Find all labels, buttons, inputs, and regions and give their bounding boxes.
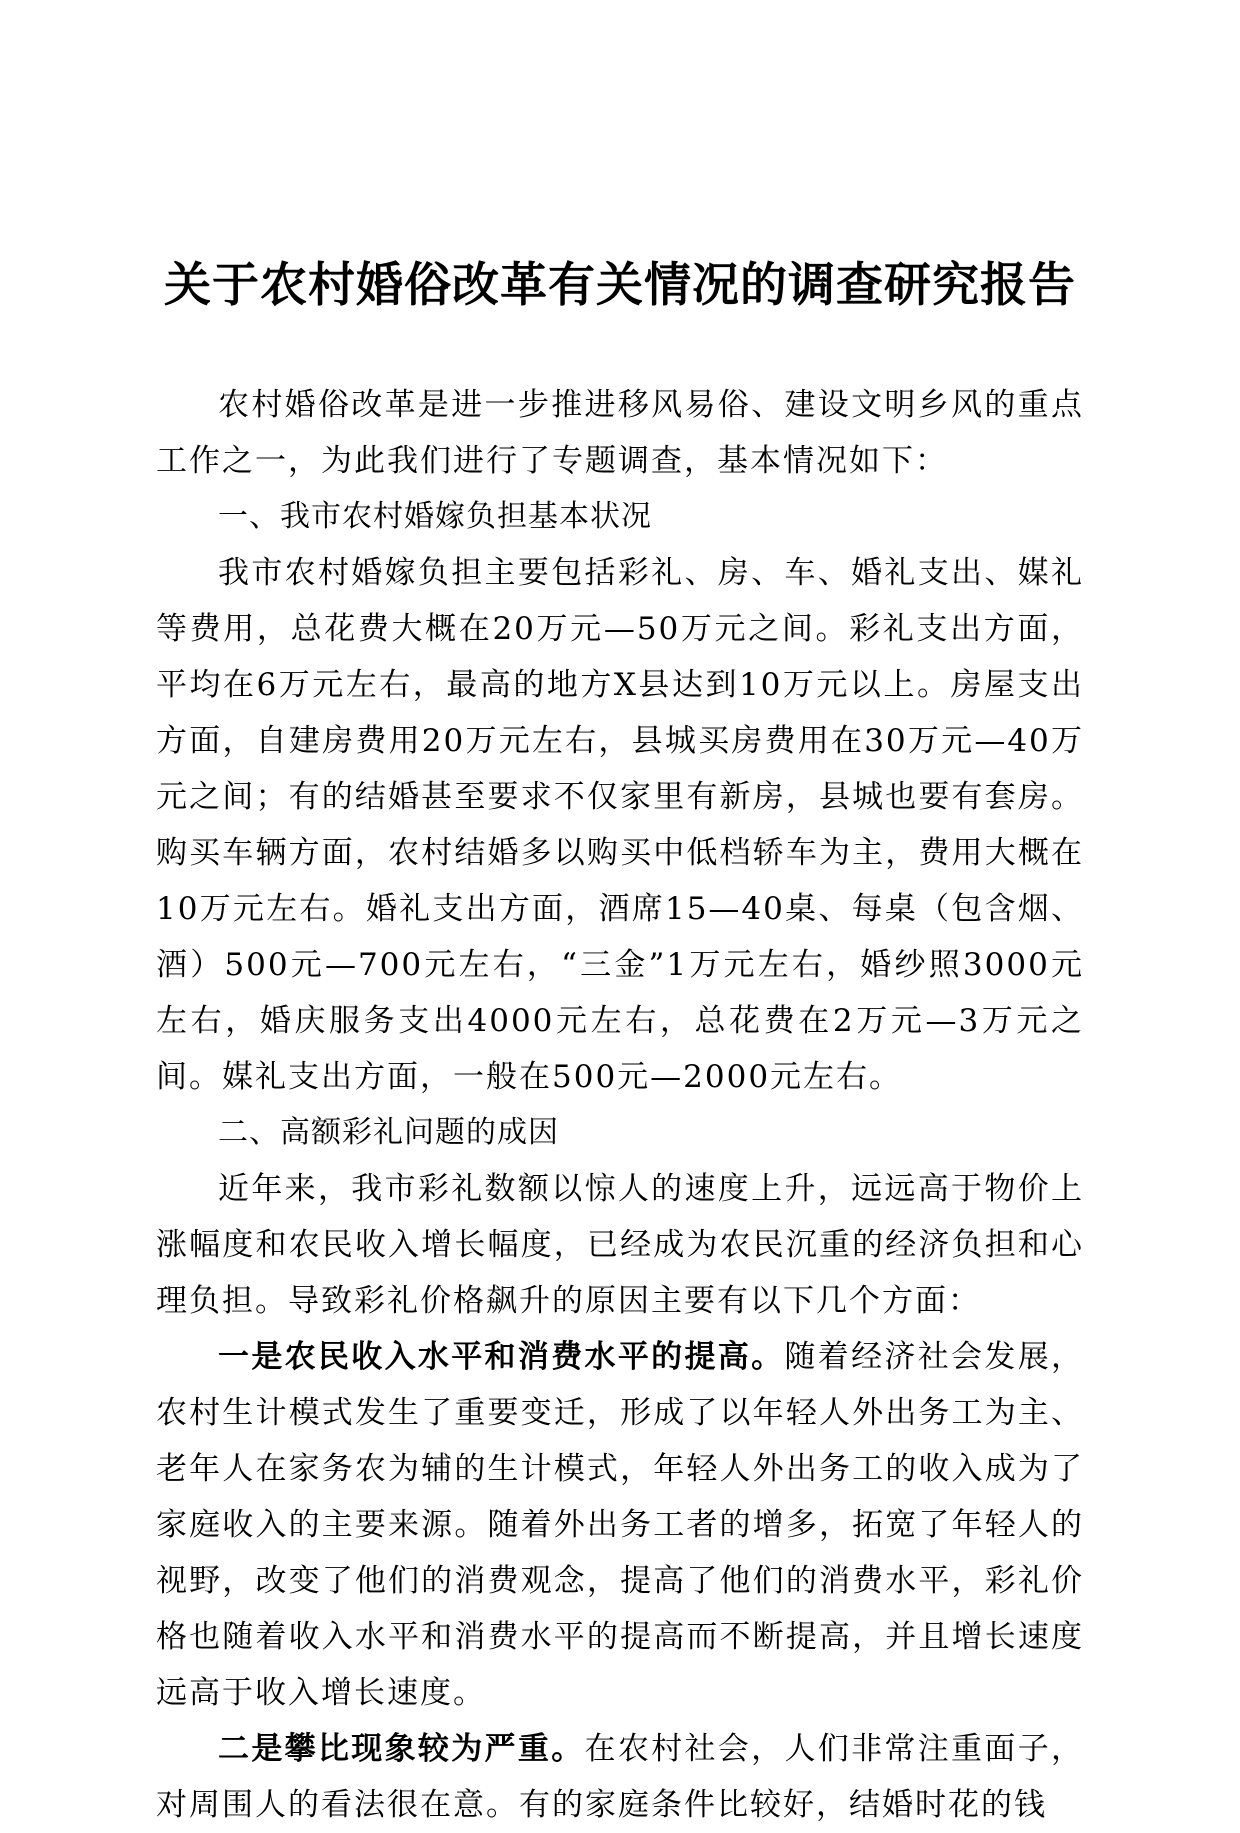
section-1-heading: 一、我市农村婚嫁负担基本状况 (218, 499, 652, 534)
point-1-lead: 一是农民收入水平和消费水平的提高。 (218, 1339, 785, 1375)
intro-paragraph: 农村婚俗改革是进一步推进移风易俗、建设文明乡风的重点工作之一，为此我们进行了专题调查，基本情况如下： (156, 387, 1084, 479)
document-body (156, 377, 1084, 1833)
section-2-intro-paragraph: 近年来，我市彩礼数额以惊人的速度上升，远远高于物价上涨幅度和农民收入增长幅度，已经成为农民沉重的经济负担和心理负担。导致彩礼价格飙升的原因主要有以下几个方面： (156, 1171, 1084, 1319)
point-1-paragraph (156, 1329, 1084, 1721)
point-2-paragraph (156, 1721, 1084, 1833)
point-2-lead: 二是攀比现象较为严重。 (218, 1731, 585, 1767)
section-2-heading: 二、高额彩礼问题的成因 (218, 1115, 559, 1150)
point-1-text: 随着经济社会发展，农村生计模式发生了重要变迁，形成了以年轻人外出务工为主、老年人在家务农为辅的生计模式，年轻人外出务工的收入成为了家庭收入的主要来源。随着外出务工者的增多，拓宽了年轻人的视野，改变了他们的消费观念，提高了他们的消费水平，彩礼价格也随着收入水平和消费水平的提高而不断提高，并且增长速度远高于收入增长速度。 (156, 1339, 1085, 1711)
point-2-text: 在农村社会，人们非常注重面子，对周围人的看法很在意。有的家庭条件比较好，结婚时花的钱 (156, 1731, 1085, 1823)
document-title: 关于农村婚俗改革有关情况的调查研究报告 (164, 258, 1076, 313)
section-1-paragraph: 我市农村婚嫁负担主要包括彩礼、房、车、婚礼支出、媒礼等费用，总花费大概在20万元—50万元之间。彩礼支出方面，平均在6万元左右，最高的地方X县达到10万元以上。房屋支出方面，自建房费用20万元左右，县城买房费用在30万元—40万元之间；有的结婚甚至要求不仅家里有新房，县城也要有套房。购买车辆方面，农村结婚多以购买中低档轿车为主，费用大概在10万元左右。婚礼支出方面，酒席15—40桌、每桌（包含烟、酒）500元—700元左右，“三金”1万元左右，婚纱照3000元左右，婚庆服务支出4000元左右，总花费在2万元—3万元之间。媒礼支出方面，一般在500元—2000元左右。 (156, 555, 1084, 1095)
